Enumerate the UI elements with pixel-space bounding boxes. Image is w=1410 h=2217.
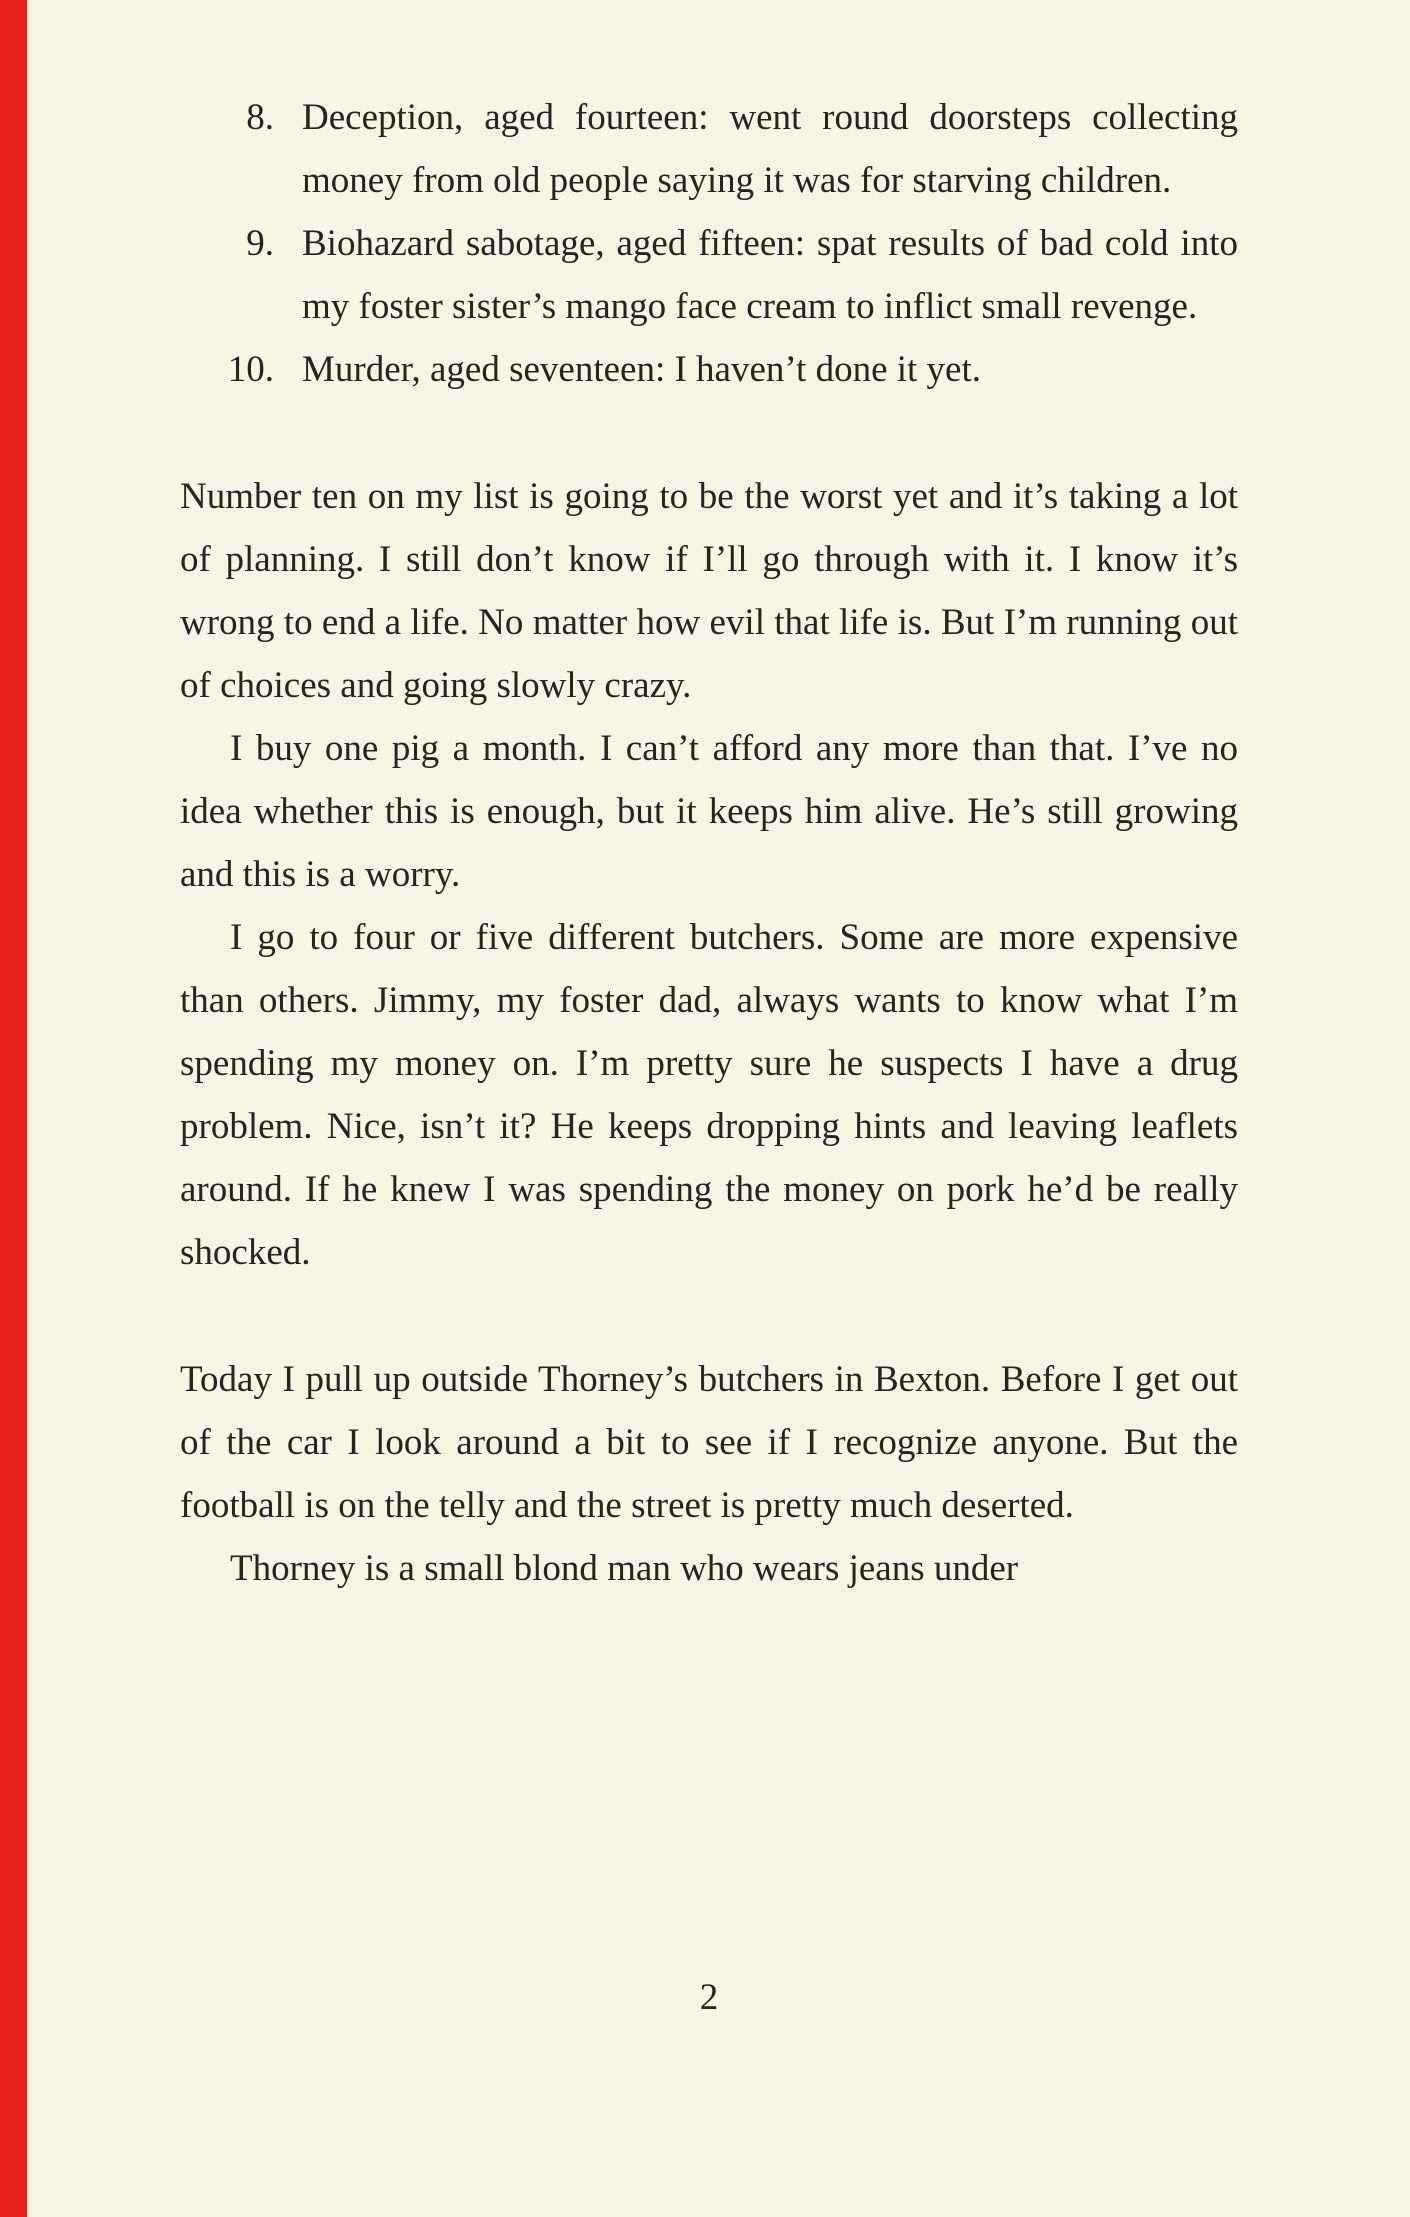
page-number: 2	[699, 1977, 719, 2018]
book-page	[180, 86, 1238, 1600]
list-item	[180, 86, 1238, 212]
numbered-list	[180, 86, 1238, 401]
list-item	[180, 338, 1238, 401]
list-item-text: Biohazard sabotage, aged fifteen: spat results of bad cold into my foster sister’s mango face cream to inflict small revenge.	[302, 223, 1238, 327]
paragraph: Thorney is a small blond man who wears jeans under	[230, 1548, 1019, 1589]
paragraph: Today I pull up outside Thorney’s butchers in Bexton. Before I get out of the car I look around a bit to see if I recognize anyone. But the football is on the telly and the street is pretty much deserted.	[180, 1359, 1238, 1526]
paragraph: I buy one pig a month. I can’t afford any more than that. I’ve no idea whether this is enough, but it keeps him alive. He’s still growing and this is a worry.	[180, 728, 1238, 895]
list-item-text: Murder, aged seventeen: I haven’t done it yet.	[302, 349, 982, 390]
paragraph: I go to four or five different butchers. Some are more expensive than others. Jimmy, my foster dad, always wants to know what I’m spending my money on. I’m pretty sure he suspects I have a drug problem. Nice, isn’t it? He keeps dropping hints and leaving leaflets around. If he knew I was spending the money on pork he’d be really shocked.	[180, 917, 1238, 1273]
book-spine-stripe	[0, 0, 27, 2217]
list-item-text: Deception, aged fourteen: went round doorsteps collecting money from old people saying it was for starving children.	[302, 97, 1238, 201]
list-item-number: 10.	[227, 349, 274, 390]
list-item	[180, 212, 1238, 338]
list-item-number: 8.	[246, 97, 274, 138]
list-item-number: 9.	[246, 223, 274, 264]
paragraph: Number ten on my list is going to be the worst yet and it’s taking a lot of planning. I still don’t know if I’ll go through with it. I know it’s wrong to end a life. No matter how evil that life is. But I’m running out of choices and going slowly crazy.	[180, 476, 1238, 706]
